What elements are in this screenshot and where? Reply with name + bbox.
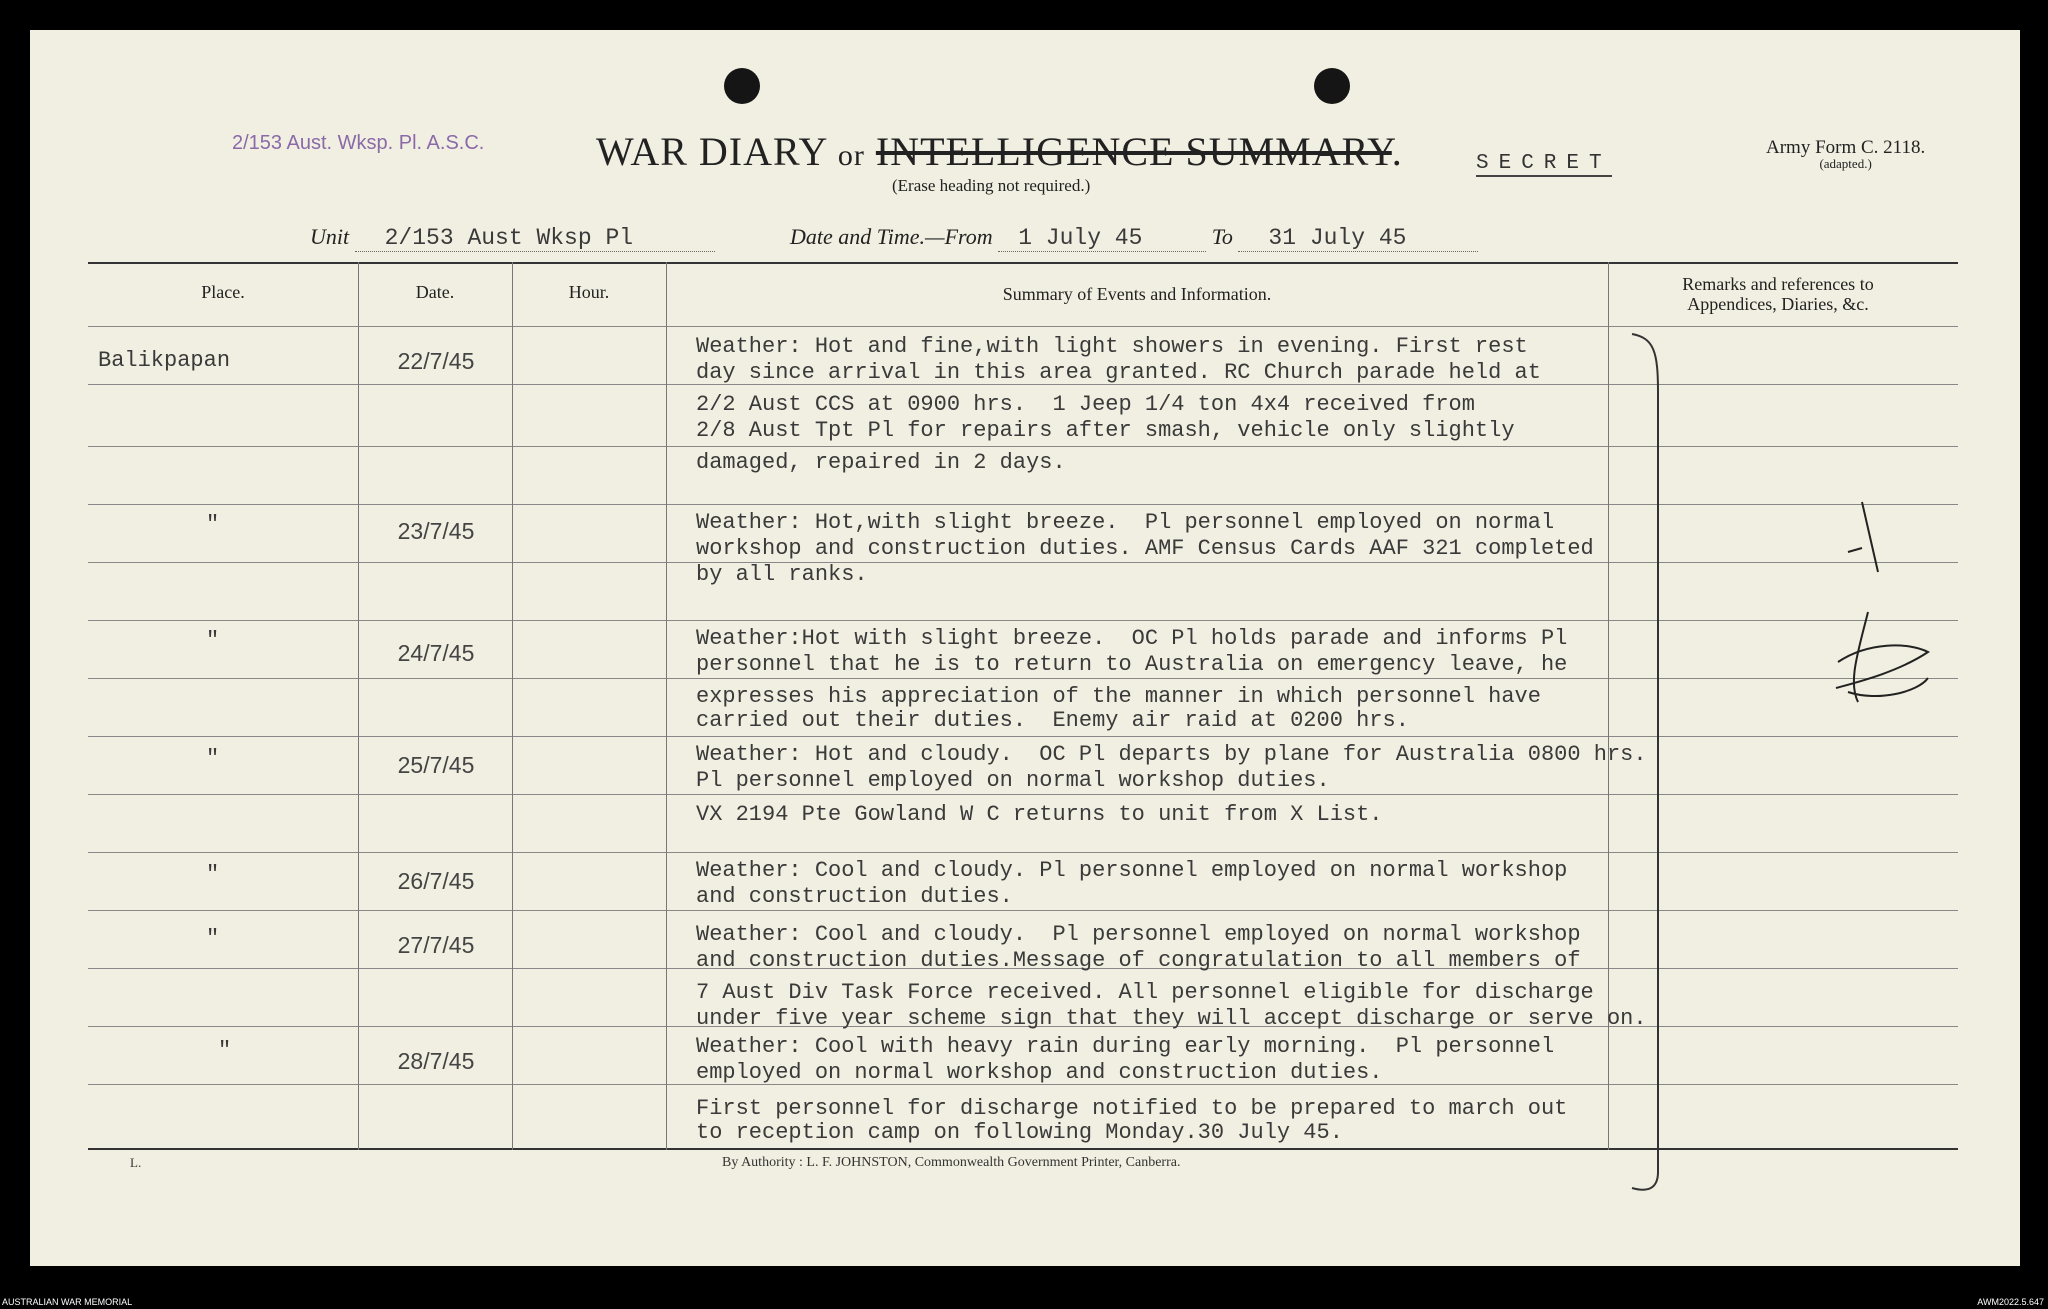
entry-place: Balikpapan — [98, 348, 231, 373]
col-rule-hour — [666, 262, 667, 1150]
entry-summary-line: Weather: Cool with heavy rain during early morning. Pl personnel — [696, 1034, 1555, 1059]
entry-summary-line: damaged, repaired in 2 days. — [696, 450, 1066, 475]
archive-name: AUSTRALIAN WAR MEMORIAL — [2, 1297, 133, 1307]
period-line — [790, 224, 1478, 252]
punch-hole-right — [1314, 68, 1350, 104]
entry-summary-line: workshop and construction duties. AMF Census Cards AAF 321 completed — [696, 536, 1594, 561]
header-date: Date. — [415, 282, 455, 302]
entry-summary-line: First personnel for discharge notified to be prepared to march out — [696, 1096, 1568, 1121]
entry-date: 25/7/45 — [397, 752, 475, 778]
entry-date: 28/7/45 — [397, 1048, 475, 1074]
unit-line — [310, 224, 715, 252]
unit-value-field — [355, 224, 715, 252]
col-rule-place — [358, 262, 359, 1150]
entry-summary-line: personnel that he is to return to Australia on emergency leave, he — [696, 652, 1568, 677]
entry-place: " — [206, 862, 220, 887]
form-adapted: (adapted.) — [1819, 156, 1872, 171]
unit-stamp: 2/153 Aust. Wksp. Pl. A.S.C. — [232, 132, 485, 154]
entry-date: 27/7/45 — [397, 932, 475, 958]
form-title: WAR DIARY or INTELLIGENCE SUMMARY. — [596, 129, 1403, 174]
remarks-brace — [1628, 332, 1688, 1192]
title-or: or — [837, 139, 865, 172]
signature-mark — [1828, 492, 1948, 722]
entry-place: " — [206, 926, 220, 951]
entry-place: " — [218, 1038, 232, 1063]
entry-summary-line: under five year scheme sign that they will accept discharge or serve on. — [696, 1006, 1647, 1031]
archive-reference: AWM2022.5.647 — [1977, 1297, 2044, 1307]
army-form-number — [1766, 137, 1926, 172]
entry-summary-line: day since arrival in this area granted. RC Church parade held at — [696, 360, 1541, 385]
entry-place: " — [206, 746, 220, 771]
entry-date: 23/7/45 — [397, 518, 475, 544]
entry-summary-line: carried out their duties. Enemy air raid at 0200 hrs. — [696, 708, 1409, 733]
entry-summary-line: and construction duties. — [696, 884, 1013, 909]
entry-summary-line: 7 Aust Div Task Force received. All personnel eligible for discharge — [696, 980, 1594, 1005]
title-war-diary: WAR DIARY — [596, 129, 827, 174]
period-to-label: To — [1211, 224, 1233, 249]
unit-value: 2/153 Aust Wksp Pl — [384, 225, 634, 251]
header-hour: Hour. — [568, 282, 610, 302]
entry-summary-line: Weather: Cool and cloudy. Pl personnel employed on normal workshop — [696, 922, 1581, 947]
entry-summary-line: Weather: Hot and fine,with light showers in evening. First rest — [696, 334, 1528, 359]
entry-summary-line: to reception camp on following Monday.30 July 45. — [696, 1120, 1343, 1145]
entry-date: 22/7/45 — [397, 348, 475, 374]
period-from: 1 July 45 — [1018, 225, 1143, 251]
table-top-rule — [88, 262, 1958, 264]
header-remarks: Remarks and references to Appendices, Diaries, &c. — [1682, 274, 1874, 314]
entry-summary-line: Pl personnel employed on normal workshop duties. — [696, 768, 1330, 793]
entry-summary-line: employed on normal workshop and construction duties. — [696, 1060, 1383, 1085]
period-from-field — [998, 224, 1206, 252]
entry-place: " — [206, 628, 220, 653]
entry-summary-line: 2/8 Aust Tpt Pl for repairs after smash, vehicle only slightly — [696, 418, 1515, 443]
entry-summary-line: and construction duties.Message of congratulation to all members of — [696, 948, 1581, 973]
printer-authority: By Authority : L. F. JOHNSTON, Commonwealth Government Printer, Canberra. — [722, 1155, 1181, 1170]
secret-mark: SECRET — [1476, 152, 1612, 175]
entry-summary-line: Weather: Cool and cloudy. Pl personnel employed on normal workshop — [696, 858, 1568, 883]
entry-summary-line: 2/2 Aust CCS at 0900 hrs. 1 Jeep 1/4 ton 4x4 received from — [696, 392, 1475, 417]
period-to-field — [1238, 224, 1478, 252]
title-struck-heading: INTELLIGENCE SUMMARY — [875, 129, 1392, 174]
punch-hole-left — [724, 68, 760, 104]
diary-table — [88, 262, 1958, 1150]
form-name: Army Form C. 2118. — [1766, 137, 1926, 158]
entry-summary-line: VX 2194 Pte Gowland W C returns to unit from X List. — [696, 802, 1383, 827]
period-from-label: Date and Time.—From — [790, 224, 993, 249]
col-rule-date — [512, 262, 513, 1150]
erase-note: (Erase heading not required.) — [892, 176, 1091, 195]
header-summary: Summary of Events and Information. — [1002, 284, 1272, 304]
header-rule — [88, 326, 1958, 327]
entry-summary-line: Weather: Hot,with slight breeze. Pl personnel employed on normal — [696, 510, 1555, 535]
entry-summary-line: by all ranks. — [696, 562, 868, 587]
entry-summary-line: expresses his appreciation of the manner in which personnel have — [696, 684, 1541, 709]
unit-label: Unit — [310, 224, 350, 249]
entry-summary-line: Weather:Hot with slight breeze. OC Pl holds parade and informs Pl — [696, 626, 1568, 651]
entry-date: 26/7/45 — [397, 868, 475, 894]
entry-place: " — [206, 512, 220, 537]
entry-date: 24/7/45 — [397, 640, 475, 666]
period-to: 31 July 45 — [1268, 225, 1407, 251]
footer-mark: L. — [130, 1155, 142, 1170]
entry-summary-line: Weather: Hot and cloudy. OC Pl departs by plane for Australia 0800 hrs. — [696, 742, 1647, 767]
header-place: Place. — [201, 282, 245, 302]
